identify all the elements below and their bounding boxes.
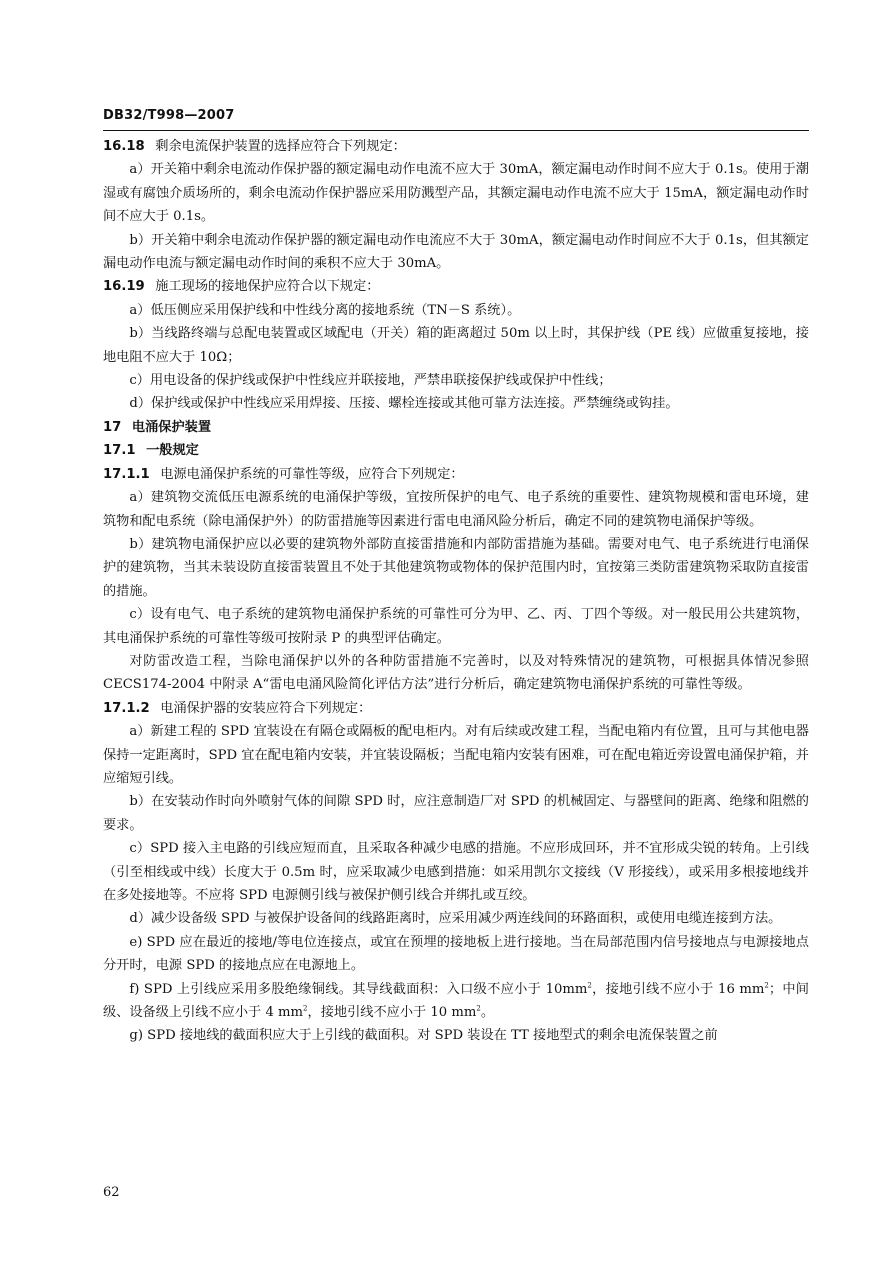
clause-16-18-heading [103, 135, 809, 158]
document-body [103, 135, 809, 1048]
clause-17-1-2-f [103, 978, 809, 1025]
clause-17-1-2-c: c）SPD 接入主电路的引线应短而直，且采取各种减少电感的措施。不应形成回环，并不宜形成尖锐的转角。上引线（引至相线或中线）长度大于 0.5m 时，应采取减少电感到措施：如采用凯尔文接线（V 形接线），或采用多根接地线并在多处接地等。不应将 SPD 电源侧引线与被保护侧引线合并绑扎或互绞。 [103, 841, 809, 903]
clause-title: 电涌保护器的安装应符合下列规定： [160, 700, 372, 716]
text-segment: f) SPD 上引线应采用多股绝缘铜线。其导线截面积：入口级不应小于 10mm [129, 981, 588, 997]
clause-16-19-a: a）低压侧应采用保护线和中性线分离的接地系统（TN－S 系统）。 [129, 302, 521, 318]
section-number: 17.1 [103, 443, 136, 459]
clause-17-1-1-heading [103, 463, 809, 486]
clause-16-19-c: c）用电设备的保护线或保护中性线应并联接地，严禁串联接保护线或保护中性线； [129, 373, 612, 389]
superscript: 2 [303, 1004, 308, 1013]
clause-16-18-b: b）开关箱中剩余电流动作保护器的额定漏电动作电流应不大于 30mA，额定漏电动作时间应不大于 0.1s，但其额定漏电动作电流与额定漏电动作时间的乘积不应大于 30mA。 [103, 232, 809, 272]
clause-title: 电源电涌保护系统的可靠性等级，应符合下列规定： [160, 466, 464, 482]
clause-17-1-2-g: g) SPD 接地线的截面积应大于上引线的截面积。对 SPD 装设在 TT 接地型式的剩余电流保装置之前 [129, 1028, 718, 1044]
header-divider [103, 130, 809, 131]
clause-number: 17.1.1 [103, 466, 150, 482]
clause-17-1-2-e: e) SPD 应在最近的接地/等电位连接点，或宜在预埋的接地板上进行接地。当在局部范围内信号接地点与电源接地点分开时，电源 SPD 的接地点应在电源地上。 [103, 934, 809, 974]
clause-16-19-heading [103, 275, 809, 298]
clause-17-1-1-a: a）建筑物交流低压电源系统的电涌保护等级，宜按所保护的电气、电子系统的重要性、建筑物规模和雷电环境，建筑物和配电系统（除电涌保护外）的防雷措施等因素进行雷电电涌风险分析后，确定不同的建筑物电涌保护等级。 [103, 490, 809, 529]
text-segment: ，接地引线不应小于 16 mm [591, 981, 765, 997]
clause-17-1-1-c: c）设有电气、电子系统的建筑物电涌保护系统的可靠性可分为甲、乙、丙、丁四个等级。对一般民用公共建筑物，其电涌保护系统的可靠性等级可按附录 P 的典型评估确定。 [103, 607, 809, 646]
text-segment: ，接地引线不应小于 10 mm [307, 1005, 477, 1021]
clause-title: 剩余电流保护装置的选择应符合下列规定： [155, 139, 406, 154]
clause-number: 16.18 [103, 139, 145, 154]
clause-17-1-2-heading [103, 697, 809, 720]
clause-17-1-1-note: 对防雷改造工程，当除电涌保护以外的各种防雷措施不完善时，以及对特殊情况的建筑物，可根据具体情况参照 CECS174-2004 中附录 A“雷电电涌风险简化评估方法”进行分析后，确定建筑物电涌保护系统的可靠性等级。 [103, 653, 809, 693]
clause-number: 17.1.2 [103, 700, 150, 716]
clause-17-1-1-b: b）建筑物电涌保护应以必要的建筑物外部防直接雷措施和内部防雷措施为基础。需要对电气、电子系统进行电涌保护的建筑物，当其未装设防直接雷装置且不处于其他建筑物或物体的保护范围内时，宜按第三类防雷建筑物采取防直接雷的措施。 [103, 536, 809, 599]
clause-16-19-d: d）保护线或保护中性线应采用焊接、压接、螺栓连接或其他可靠方法连接。严禁缠绕或钩挂。 [129, 396, 679, 412]
superscript: 2 [764, 981, 769, 990]
clause-number: 16.19 [103, 279, 145, 295]
page-number: 62 [103, 1185, 120, 1200]
clause-17-1-2-b: b）在安装动作时向外喷射气体的间隙 SPD 时，应注意制造厂对 SPD 的机械固定、与器壁间的距离、绝缘和阻燃的要求。 [103, 794, 809, 833]
chapter-17-heading [103, 416, 809, 439]
superscript: 2 [587, 981, 592, 990]
text-segment: 。 [480, 1005, 495, 1021]
clause-17-1-2-d: d）减少设备级 SPD 与被保护设备间的线路距离时，应采用减少两连线间的环路面积，或使用电缆连接到方法。 [129, 911, 782, 927]
section-17-1-heading [103, 439, 809, 462]
chapter-number: 17 [103, 419, 122, 435]
clause-16-19-b: b）当线路终端与总配电装置或区域配电（开关）箱的距离超过 50m 以上时，其保护线（PE 线）应做重复接地，接地电阻不应大于 10Ω； [103, 326, 809, 365]
text-segment: ；中间级、设备级上引线不应小于 4 mm [103, 981, 809, 1021]
section-title: 一般规定 [146, 443, 199, 459]
standard-code: DB32/T998—2007 [103, 108, 235, 123]
chapter-title: 电涌保护装置 [131, 419, 212, 435]
superscript: 2 [476, 1004, 481, 1013]
clause-17-1-2-a: a）新建工程的 SPD 宜装设在有隔仓或隔板的配电柜内。对有后续或改建工程，当配电箱内有位置，且可与其他电器保持一定距离时，SPD 宜在配电箱内安装，并宜装设隔板；当配电箱内安装有困难，可在配电箱近旁设置电涌保护箱，并应缩短引线。 [103, 724, 809, 786]
clause-title: 施工现场的接地保护应符合以下规定： [155, 279, 380, 295]
clause-16-18-a: a）开关箱中剩余电流动作保护器的额定漏电动作电流不应大于 30mA，额定漏电动作时间不应大于 0.1s。使用于潮湿或有腐蚀介质场所的，剩余电流动作保护器应采用防溅型产品，其额定漏电动作电流不应大于 15mA，额定漏电动作时间不应大于 0.1s。 [103, 162, 809, 225]
